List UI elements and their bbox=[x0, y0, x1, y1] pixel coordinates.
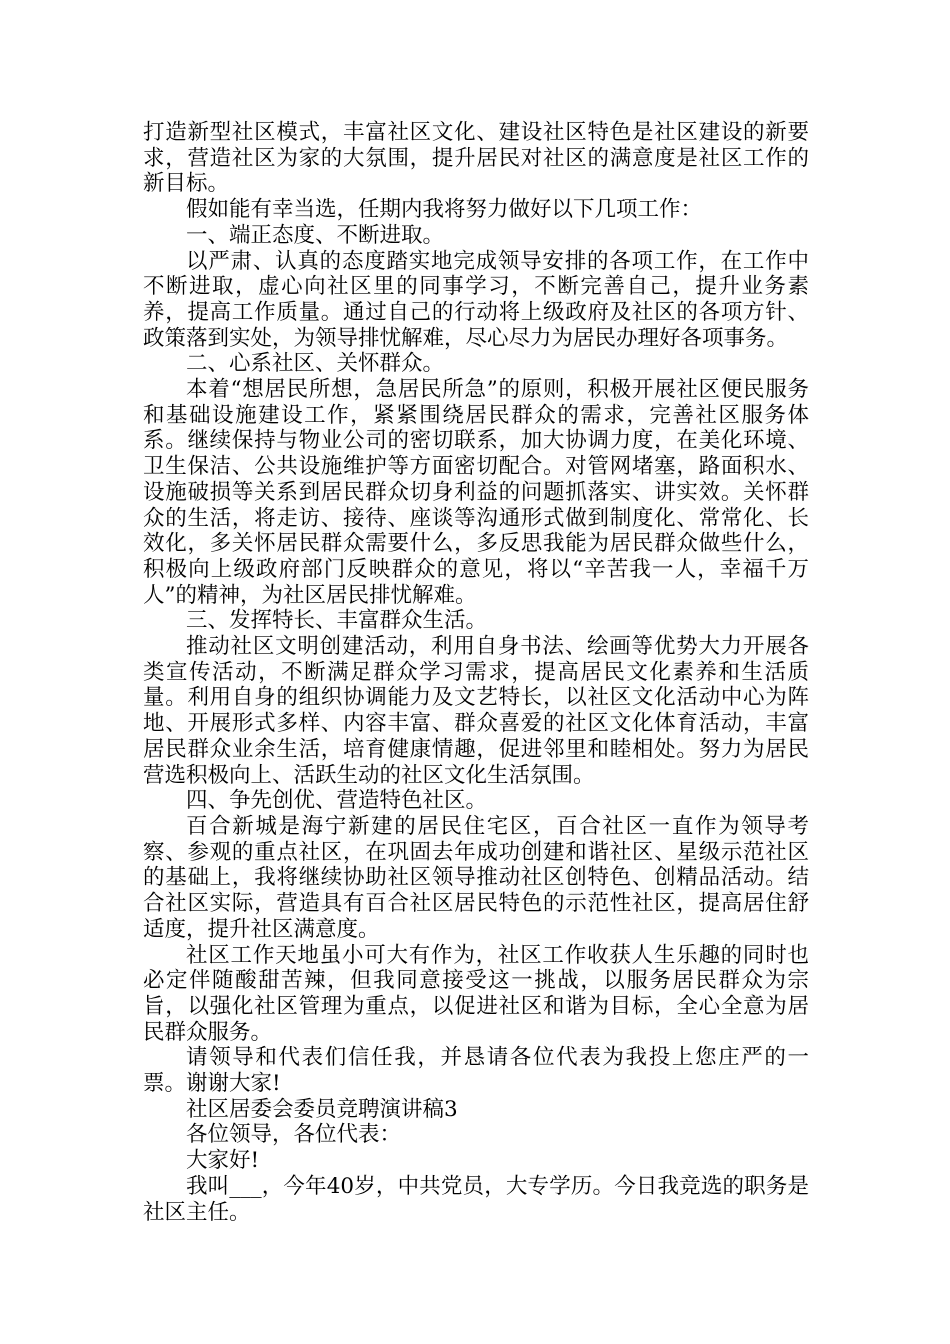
section-heading-2: 二、心系社区、关怀群众。 bbox=[186, 351, 445, 377]
paragraph-4: 本着“想居民所想，急居民所急”的原则，积极开展社区便民服务和基础设施建设工作，紧紧围绕居民群众的需求，完善社区服务体系。继续保持与物业公司的密切联系，加大协调力度，在美化环境、卫生保洁、公共设施维护等方面密切配合。对管网堵塞，路面积水、设施破损等关系到居民群众切身利益的问题抓落实、讲实效。关怀群众的生活，将走访、接待、座谈等沟通形式做到制度化、常常化、长效化，多关怀居民群众需要什么，多反思我能为居民群众做些什么，积极向上级政府部门反映群众的意见，将以“辛苦我一人，幸福千万人”的精神，为社区居民排忧解难。 bbox=[143, 377, 809, 608]
paragraph-2: 假如能有幸当选，任期内我将努力做好以下几项工作： bbox=[186, 197, 703, 223]
salutation: 各位领导，各位代表： bbox=[186, 1122, 402, 1148]
paragraph-5: 推动社区文明创建活动，利用自身书法、绘画等优势大力开展各类宣传活动，不断满足群众学习需求，提高居民文化素养和生活质量。利用自身的组织协调能力及文艺特长，以社区文化活动中心为阵地、开展形式多样、内容丰富、群众喜爱的社区文化体育活动，丰富居民群众业余生活，培育健康情趣，促进邻里和睦相处。努力为居民营选积极向上、活跃生动的社区文化生活氛围。 bbox=[143, 634, 809, 788]
paragraph-3: 以严肃、认真的态度踏实地完成领导安排的各项工作，在工作中不断进取，虚心向社区里的同事学习，不断完善自己，提升业务素养，提高工作质量。通过自己的行动将上级政府及社区的各项方针、政策落到实处，为领导排忧解难，尽心尽力为居民办理好各项事务。 bbox=[143, 248, 809, 351]
paragraph-6: 百合新城是海宁新建的居民住宅区，百合社区一直作为领导考察、参观的重点社区，在巩固去年成功创建和谐社区、星级示范社区的基础上，我将继续协助社区领导推动社区创特色、创精品活动。结合社区实际，营造具有百合社区居民特色的示范性社区，提高居住舒适度，提升社区满意度。 bbox=[143, 813, 809, 942]
section-heading-3: 三、发挥特长、丰富群众生活。 bbox=[186, 608, 488, 634]
paragraph-7: 社区工作天地虽小可大有作为，社区工作收获人生乐趣的同时也必定伴随酸甜苦辣，但我同意接受这一挑战，以服务居民群众为宗旨，以强化社区管理为重点，以促进社区和谐为目标，全心全意为居民群众服务。 bbox=[143, 942, 809, 1045]
paragraph-8: 请领导和代表们信任我，并恳请各位代表为我投上您庄严的一票。谢谢大家! bbox=[143, 1045, 809, 1097]
speech-title: 社区居委会委员竞聘演讲稿3 bbox=[186, 1096, 458, 1122]
document-page bbox=[143, 120, 809, 1225]
paragraph-1: 打造新型社区模式，丰富社区文化、建设社区特色是社区建设的新要求，营造社区为家的大氛围，提升居民对社区的满意度是社区工作的新目标。 bbox=[143, 120, 809, 197]
greeting: 大家好! bbox=[186, 1148, 260, 1174]
paragraph-9: 我叫___，今年40岁，中共党员，大专学历。今日我竞选的职务是社区主任。 bbox=[143, 1173, 809, 1225]
section-heading-4: 四、争先创优、营造特色社区。 bbox=[186, 788, 488, 814]
section-heading-1: 一、端正态度、不断进取。 bbox=[186, 222, 445, 248]
